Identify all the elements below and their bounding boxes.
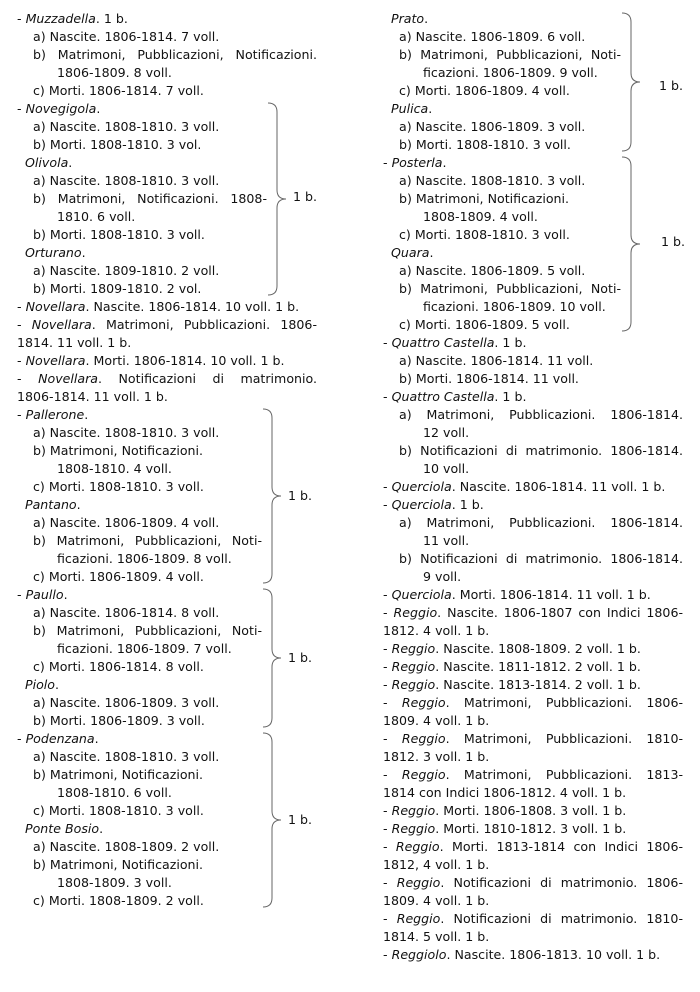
entry-novellara-matrimoni: - Novellara. Matrimoni, Pubblicazioni. 1806- 1814. 11 voll. 1 b. — [17, 317, 317, 350]
list-item: a) Nascite. 1808-1810. 3 voll. — [33, 173, 220, 188]
list-item: a) Nascite. 1806-1809. 3 voll. — [399, 119, 586, 134]
box-count-label: 1 b. — [659, 78, 684, 93]
right-column — [383, 10, 686, 964]
place-name: Reggio — [401, 695, 446, 710]
list-item: 10 voll. — [423, 461, 470, 476]
place-name: Quattro Castella — [391, 335, 495, 350]
place-name: Querciola — [391, 479, 452, 494]
list-item: a) Nascite. 1808-1810. 3 voll. — [33, 425, 220, 440]
entry-reggiolo: - Reggiolo. Nascite. 1806-1813. 10 voll. 1 b. — [383, 947, 661, 962]
place-name: Pallerone — [25, 407, 85, 422]
list-item: 1806-1809. 8 voll. — [57, 65, 172, 80]
list-item: b) Morti. 1806-1814. 11 voll. — [399, 371, 579, 386]
place-name: Quattro Castella — [391, 389, 495, 404]
list-item: b) Matrimoni, Notificazioni. — [399, 191, 570, 206]
place-name: Reggio — [391, 821, 436, 836]
list-item: a) Nascite. 1806-1809. 6 voll. — [399, 29, 586, 44]
list-item: a) Nascite. 1806-1809. 4 voll. — [33, 515, 220, 530]
place-name: Reggio — [395, 839, 440, 854]
group-posterla-quara: - Posterla. a) Nascite. 1808-1810. 3 voll. b) Matrimoni, Notificazioni. 1808-1809. 4 voll. c) Morti. 1808-1810. 3 voll. Quara. a) Nascite. 1806-1809. 5 voll. b) Matrimoni, Pubblicazioni, Noti- ficazioni. 1806-1809. 10 voll. c) Morti. 1806-1809. 5 voll. 1 b. — [383, 155, 686, 332]
list-item: c) Morti. 1806-1809. 5 voll. — [399, 317, 570, 332]
curly-brace-icon — [621, 12, 651, 152]
group-novegigola-olivola-orturano: - Novegigola. a) Nascite. 1808-1810. 3 voll. b) Morti. 1808-1810. 3 vol. Olivola. a) Nascite. 1808-1810. 3 voll. b) Matrimoni, Notificazioni. 1808- 1810. 6 voll. b) Morti. 1808-1810. 3 voll. Orturano. a) Nascite. 1809-1810. 2 voll. b) Morti. 1809-1810. 2 vol. 1 b. — [17, 101, 318, 296]
place-name: Muzzadella — [25, 11, 96, 26]
left-column — [17, 10, 317, 910]
entry-reggio-2: - Reggio. Nascite. 1808-1809. 2 voll. 1 b. — [383, 641, 641, 656]
box-count-label: 1 b. — [288, 488, 313, 503]
list-item: b) Matrimoni, Pubblicazioni, Notificazioni. — [33, 47, 317, 62]
list-item: 12 voll. — [423, 425, 470, 440]
list-item: b) Matrimoni, Notificazioni. — [33, 857, 204, 872]
place-name: Novellara — [31, 317, 92, 332]
place-name: Novellara — [25, 353, 86, 368]
box-count-label: 1 b. — [661, 234, 686, 249]
list-item: b) Matrimoni, Notificazioni. — [33, 443, 204, 458]
list-item: b) Morti. 1806-1809. 3 voll. — [33, 713, 205, 728]
list-item: b) Matrimoni, Pubblicazioni, Noti- — [399, 281, 621, 296]
place-name: Pulica — [391, 101, 429, 116]
place-name: Reggio — [396, 911, 441, 926]
list-item: ficazioni. 1806-1809. 10 voll. — [423, 299, 606, 314]
place-name: Novellara — [25, 299, 86, 314]
list-item: a) Nascite. 1806-1814. 11 voll. — [399, 353, 594, 368]
place-name: Reggio — [391, 659, 436, 674]
box-count-label: 1 b. — [293, 189, 318, 204]
list-item: a) Nascite. 1806-1809. 3 voll. — [33, 695, 220, 710]
entry-novellara-notificazioni: - Novellara. Notificazioni di matrimonio. 1806-1814. 11 voll. 1 b. — [17, 371, 317, 404]
place-name: Orturano — [25, 245, 82, 260]
group-pallerone-pantano: - Pallerone. a) Nascite. 1808-1810. 3 voll. b) Matrimoni, Notificazioni. 1808-1810. 4 voll. c) Morti. 1808-1810. 3 voll. Pantano. a) Nascite. 1806-1809. 4 voll. b) Matrimoni, Pubblicazioni, Noti- ficazioni. 1806-1809. 8 voll. c) Morti. 1806-1809. 4 voll. 1 b. — [17, 407, 313, 584]
place-name: Piolo — [25, 677, 56, 692]
list-item: c) Morti. 1806-1809. 4 voll. — [399, 83, 570, 98]
list-item: a) Nascite. 1809-1810. 2 voll. — [33, 263, 220, 278]
entry-reggio-7: - Reggio. Matrimoni, Pubblicazioni. 1813- 1814 con Indici 1806-1812. 4 voll. 1 b. — [383, 767, 683, 800]
entry-reggio-5: - Reggio. Matrimoni, Pubblicazioni. 1806- 1809. 4 voll. 1 b. — [383, 695, 683, 728]
entry-querciola-morti: - Querciola. Morti. 1806-1814. 11 voll. 1 b. — [383, 587, 651, 602]
entry-querciola-2: - Querciola. 1 b. a) Matrimoni, Pubblicazioni. 1806-1814. 11 voll. b) Notificazioni di matrimonio. 1806-1814. 9 voll. — [383, 497, 683, 584]
entry-novellara-nascite: - Novellara. Nascite. 1806-1814. 10 voll. 1 b. — [17, 299, 300, 314]
list-item: c) Morti. 1806-1814. 7 voll. — [33, 83, 204, 98]
place-name: Olivola — [25, 155, 69, 170]
entry-reggio-10: - Reggio. Morti. 1813-1814 con Indici 1806- 1812, 4 voll. 1 b. — [383, 839, 683, 872]
list-item: b) Morti. 1808-1810. 3 vol. — [33, 137, 202, 152]
list-item: 11 voll. — [423, 533, 470, 548]
place-name: Podenzana — [25, 731, 95, 746]
list-item: 9 voll. — [423, 569, 462, 584]
entry-reggio-3: - Reggio. Nascite. 1811-1812. 2 voll. 1 b. — [383, 659, 641, 674]
list-item: c) Morti. 1808-1810. 3 voll. — [399, 227, 570, 242]
list-item: c) Morti. 1806-1814. 8 voll. — [33, 659, 204, 674]
list-item: a) Nascite. 1806-1814. 7 voll. — [33, 29, 220, 44]
place-name: Reggio — [391, 677, 436, 692]
entry-reggio-1: - Reggio. Nascite. 1806-1807 con Indici 1806- 1812. 4 voll. 1 b. — [383, 605, 683, 638]
place-name: Pantano — [25, 497, 77, 512]
group-prato-pulica: Prato. a) Nascite. 1806-1809. 6 voll. b) Matrimoni, Pubblicazioni, Noti- ficazioni. 1806-1809. 9 voll. c) Morti. 1806-1809. 4 voll. Pulica. a) Nascite. 1806-1809. 3 voll. b) Morti. 1808-1810. 3 voll. 1 b. — [383, 10, 621, 154]
list-item: 1810. 6 voll. — [57, 209, 136, 224]
list-item: b) Matrimoni, Notificazioni. 1808- — [33, 191, 267, 206]
place-name: Reggio — [401, 731, 446, 746]
place-name: Querciola — [391, 587, 452, 602]
list-item: a) Matrimoni, Pubblicazioni. 1806-1814. — [399, 515, 683, 530]
place-name: Reggio — [391, 803, 436, 818]
entry-quattro-castella-2: - Quattro Castella. 1 b. a) Matrimoni, Pubblicazioni. 1806-1814. 12 voll. b) Notificazioni di matrimonio. 1806-1814. 10 voll. — [383, 389, 683, 476]
group-paullo-piolo: - Paullo. a) Nascite. 1806-1814. 8 voll. b) Matrimoni, Pubblicazioni, Noti- ficazioni. 1806-1809. 7 voll. c) Morti. 1806-1814. 8 voll. Piolo. a) Nascite. 1806-1809. 3 voll. b) Morti. 1806-1809. 3 voll. 1 b. — [17, 587, 313, 728]
list-item: ficazioni. 1806-1809. 7 voll. — [57, 641, 232, 656]
entry-reggio-9: - Reggio. Morti. 1810-1812. 3 voll. 1 b. — [383, 821, 627, 836]
list-item: ficazioni. 1806-1809. 8 voll. — [57, 551, 232, 566]
list-item: b) Matrimoni, Pubblicazioni, Noti- — [399, 47, 621, 62]
group-podenzana-ponte-bosio: - Podenzana. a) Nascite. 1808-1810. 3 voll. b) Matrimoni, Notificazioni. 1808-1810. 6 voll. c) Morti. 1808-1810. 3 voll. Ponte Bosio. a) Nascite. 1808-1809. 2 voll. b) Matrimoni, Notificazioni. 1808-1809. 3 voll. c) Morti. 1808-1809. 2 voll. 1 b. — [17, 731, 313, 908]
curly-brace-icon — [621, 156, 651, 332]
list-item: c) Morti. 1808-1810. 3 voll. — [33, 803, 204, 818]
list-item: a) Nascite. 1808-1810. 3 voll. — [399, 173, 586, 188]
entry-quattro-castella-1: - Quattro Castella. 1 b. a) Nascite. 1806-1814. 11 voll. b) Morti. 1806-1814. 11 voll. — [383, 334, 683, 388]
place-name: Reggio — [396, 875, 441, 890]
list-item: b) Morti. 1808-1810. 3 voll. — [33, 227, 205, 242]
list-item: a) Nascite. 1808-1809. 2 voll. — [33, 839, 220, 854]
list-item: a) Nascite. 1808-1810. 3 voll. — [33, 119, 220, 134]
entry-reggio-6: - Reggio. Matrimoni, Pubblicazioni. 1810- 1812. 3 voll. 1 b. — [383, 731, 683, 764]
list-item: 1808-1809. 4 voll. — [423, 209, 538, 224]
list-item: c) Morti. 1808-1810. 3 voll. — [33, 479, 204, 494]
entry-reggio-11: - Reggio. Notificazioni di matrimonio. 1806- 1809. 4 voll. 1 b. — [383, 875, 683, 908]
place-name: Prato — [391, 11, 425, 26]
entry-novellara-morti: - Novellara. Morti. 1806-1814. 10 voll. 1 b. — [17, 353, 285, 368]
list-item: b) Notificazioni di matrimonio. 1806-1814. — [399, 551, 683, 566]
list-item: b) Morti. 1808-1810. 3 voll. — [399, 137, 571, 152]
entry-reggio-8: - Reggio. Morti. 1806-1808. 3 voll. 1 b. — [383, 803, 627, 818]
entry-querciola-nascite: - Querciola. Nascite. 1806-1814. 11 voll. 1 b. — [383, 479, 666, 494]
place-name: Reggiolo — [391, 947, 447, 962]
entry-reggio-12: - Reggio. Notificazioni di matrimonio. 1810- 1814. 5 voll. 1 b. — [383, 911, 683, 944]
list-item: a) Nascite. 1808-1810. 3 voll. — [33, 749, 220, 764]
place-name: Reggio — [391, 641, 436, 656]
place-name: Reggio — [401, 767, 446, 782]
list-item: b) Matrimoni, Pubblicazioni, Noti- — [33, 623, 262, 638]
list-item: a) Nascite. 1806-1809. 5 voll. — [399, 263, 586, 278]
box-count-label: 1 b. — [288, 650, 313, 665]
list-item: c) Morti. 1806-1809. 4 voll. — [33, 569, 204, 584]
list-item: a) Matrimoni, Pubblicazioni. 1806-1814. — [399, 407, 683, 422]
place-name: Novellara — [38, 371, 98, 386]
place-name: Novegigola — [25, 101, 97, 116]
list-item: 1808-1809. 3 voll. — [57, 875, 172, 890]
place-name: Reggio — [393, 605, 438, 620]
list-item: b) Matrimoni, Pubblicazioni, Noti- — [33, 533, 262, 548]
entry-muzzadella: - Muzzadella. 1 b. a) Nascite. 1806-1814. 7 voll. b) Matrimoni, Pubblicazioni, Notificazioni. 1806-1809. 8 voll. c) Morti. 1806-1814. 7 voll. — [17, 11, 317, 98]
list-item: a) Nascite. 1806-1814. 8 voll. — [33, 605, 220, 620]
place-name: Querciola — [391, 497, 452, 512]
list-item: 1808-1810. 6 voll. — [57, 785, 172, 800]
list-item: c) Morti. 1808-1809. 2 voll. — [33, 893, 204, 908]
list-item: 1808-1810. 4 voll. — [57, 461, 172, 476]
list-item: b) Morti. 1809-1810. 2 vol. — [33, 281, 202, 296]
place-name: Posterla — [391, 155, 443, 170]
place-name: Paullo — [25, 587, 64, 602]
list-item: ficazioni. 1806-1809. 9 voll. — [423, 65, 598, 80]
list-item: b) Notificazioni di matrimonio. 1806-1814. — [399, 443, 683, 458]
list-item: b) Matrimoni, Notificazioni. — [33, 767, 204, 782]
entry-reggio-4: - Reggio. Nascite. 1813-1814. 2 voll. 1 b. — [383, 677, 641, 692]
place-name: Ponte Bosio — [25, 821, 100, 836]
place-name: Quara — [391, 245, 430, 260]
box-count-label: 1 b. — [288, 812, 313, 827]
